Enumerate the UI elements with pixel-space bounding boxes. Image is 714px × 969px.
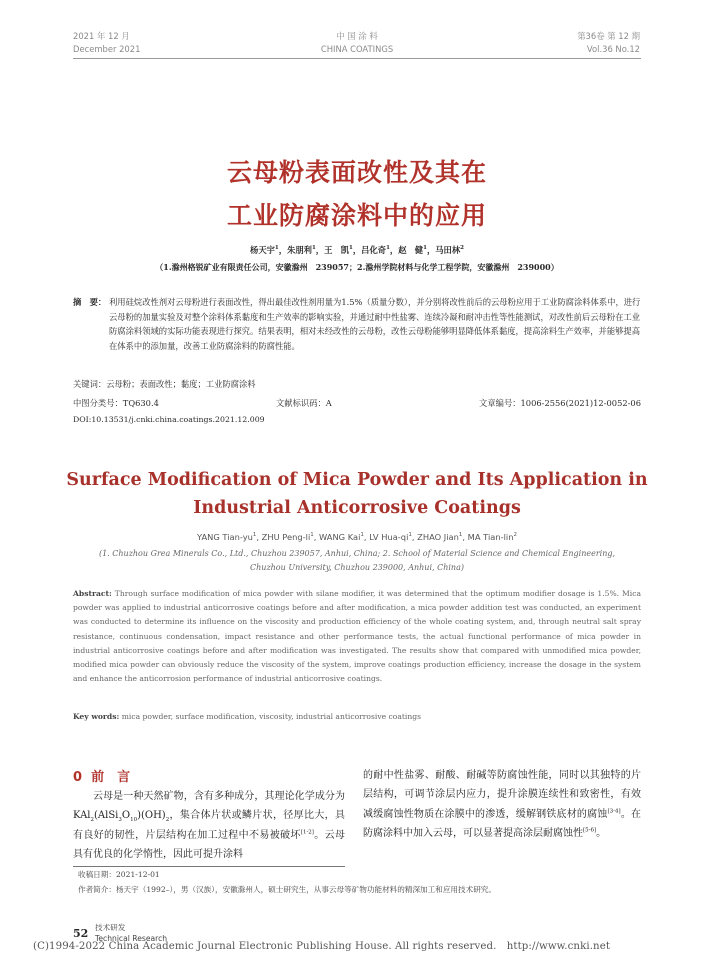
author-name-en: WANG Kai — [319, 532, 361, 542]
header-date-en: December 2021 — [73, 44, 141, 54]
title-cn-line2: 工业防腐涂料中的应用 — [226, 201, 487, 230]
author-affil-mark: 1 — [310, 532, 314, 539]
title-en-line2: Industrial Anticorrosive Coatings — [193, 498, 521, 518]
section-number: 0 — [73, 770, 83, 785]
header-volume-cn: 第36卷 第 12 期 — [577, 31, 640, 41]
author-name: 朱朋利 — [287, 245, 312, 255]
body-text: 。在防腐涂料中加入云母，可以显著提高涂层耐腐蚀性 — [363, 808, 642, 839]
body-text: ，集合体片状或鳞片状，径厚比大，具有良好的韧性，片层结构在加工过程中不易被破坏 — [73, 810, 345, 841]
title-cn-line1: 云母粉表面改性及其在 — [226, 158, 487, 187]
citation-ref: [5-6] — [583, 827, 597, 834]
document-code: 文献标识码：A — [276, 398, 332, 408]
abstract-en-label: Abstract: — [73, 589, 112, 598]
authors-en: YANG Tian-$yu^1$, ZHU Peng-$li^1$, WANG Kai$^1$, LV Hua-$qi^1$, ZHAO Jian$^1$, MA Tian-lin$^2$ — [197, 532, 517, 542]
author-name-en: ZHAO Jian — [417, 532, 459, 542]
section-tag-cn: 技术研发 — [95, 923, 126, 932]
formula-subscript: 3 — [118, 817, 122, 824]
affiliation-en-line2: Chuzhou University, Chuzhou 239000, Anhui, China) — [250, 563, 464, 572]
journal-name-en: CHINA COATINGS — [320, 44, 394, 54]
author-affil-mark: 2 — [513, 532, 517, 539]
page-number: 52 — [73, 927, 89, 940]
body-text: )(OH) — [137, 810, 166, 822]
abstract-en-text: Through surface modification of mica powder with silane modifier, it was determined that the optimum modifier dosage is 1.5%. Mica powder was applied to industrial anticorrosive coatings before and after modification, a mica powder addition test was conducted, an experiment was conducted to determine its influence on the viscosity and production efficiency of the whole coating system, and, through neutral salt spray resistance, continuous condensation, impact resistance and other performance tests, the actual functional performance of mica powder in industrial anticorrosive coatings before and after modification was investigated. The results show that compared with unmodified mica powder, modified mica powder can obviously reduce the viscosity of the system, improve coatings production efficiency, increase the dosage in the system and enhance the anticorrosion performance of industrial anticorrosive coatings. — [73, 589, 642, 684]
journal-name-cn: 中 国 涂 料 — [336, 31, 378, 41]
author-name: 赵 健 — [398, 245, 424, 255]
abstract-cn-label: 摘 要： — [73, 297, 107, 307]
body-right-column — [363, 766, 641, 843]
author-affil-mark: 1 — [423, 245, 427, 252]
citation-ref: [1-2] — [300, 829, 314, 836]
author-name: 吕化奇 — [361, 245, 387, 255]
header-right — [577, 30, 640, 56]
body-text: 云母是一种天然矿物，含有多种成分，其理论化学成分为KAl — [73, 791, 345, 822]
section-title: 前 言 — [91, 770, 131, 785]
keywords-cn-label: 关键词： — [73, 379, 107, 389]
title-en-line1: Surface Modification of Mica Powder and Its Application in — [66, 470, 648, 490]
keywords-cn-text: 云母粉；表面改性；黏度；工业防腐涂料 — [106, 379, 256, 389]
citation-ref: [3-4] — [607, 808, 621, 815]
section-heading — [73, 766, 130, 785]
affiliation-cn: （1.滁州格锐矿业有限责任公司，安徽滁州 239057；2.滁州学院材料与化学工程学院，安徽滁州 239000） — [155, 262, 559, 272]
keywords-cn — [73, 378, 256, 390]
author-affil-mark: 1 — [408, 532, 412, 539]
received-date: 收稿日期：2021-12-01 — [78, 870, 160, 879]
author-name-en: MA Tian-lin — [467, 532, 514, 542]
clc-number: 中图分类号：TQ630.4 — [73, 398, 159, 408]
body-text: 。云母具有优良的化学惰性，因此可提升涂料 — [73, 829, 346, 860]
body-text: O — [121, 810, 131, 822]
formula-subscript: 10 — [130, 817, 138, 824]
author-affil-mark: 1 — [386, 245, 390, 252]
author-name: 王 凯 — [324, 245, 350, 255]
body-text: 。 — [596, 827, 607, 839]
author-affil-mark: 1 — [458, 532, 463, 539]
author-affil-mark: 1 — [311, 245, 316, 252]
affiliation-en-line1: (1. Chuzhou Grea Minerals Co., Ltd., Chuzhou 239057, Anhui, China; 2. School of Material Science and Chemical Engineering, — [98, 549, 616, 558]
body-text: (AlSi — [94, 810, 119, 822]
author-name-en: LV Hua-qi — [369, 532, 409, 542]
body-left-column — [73, 787, 345, 864]
keywords-en-label: Key words: — [73, 712, 120, 721]
authors-cn: 杨天宇$^1$，朱朋利$^1$，王 凯$^1$，吕化奇$^1$，赵 健$^1$，马田林$^2$ — [250, 245, 464, 255]
keywords-en — [73, 710, 641, 724]
header-date-cn: 2021 年 12 月 — [73, 31, 130, 41]
abstract-en — [73, 587, 641, 686]
formula-subscript: 2 — [90, 817, 94, 824]
article-number: 文章编号：1006-2556(2021)12-0052-06 — [479, 398, 641, 408]
copyright-notice: (C)1994-2022 China Academic Journal Electronic Publishing House. All rights reserved. http://www.cnki.net — [33, 941, 611, 952]
author-affil-mark: 1 — [274, 245, 279, 252]
author-name-en: YANG Tian-yu — [197, 532, 253, 542]
author-name: 杨天宇 — [250, 245, 275, 255]
author-affil-mark: 1 — [360, 532, 364, 539]
keywords-en-text: mica powder, surface modification, viscosity, industrial anticorrosive coatings — [121, 712, 421, 721]
author-name: 马田林 — [435, 245, 461, 255]
abstract-cn — [73, 295, 641, 353]
author-name-en: ZHU Peng-li — [261, 532, 311, 542]
author-affil-mark: 1 — [349, 245, 353, 252]
formula-subscript: 2 — [165, 817, 170, 824]
body-text: 的耐中性盐雾、耐酸、耐碱等防腐蚀性能，同时以其独特的片层结构，可调节涂层内应力，提升涂膜连续性和致密性，有效减缓腐蚀性物质在涂膜中的渗透，缓解钢铁底材的腐蚀 — [363, 770, 641, 820]
header-volume-en: Vol.36 No.12 — [586, 44, 640, 54]
author-affil-mark: 2 — [460, 245, 464, 252]
doi: DOI:10.13531/j.cnki.china.coatings.2021.12.009 — [73, 415, 265, 424]
author-affil-mark: 1 — [252, 532, 257, 539]
footnote-rule — [73, 866, 345, 867]
section-tag-en: Technical Research — [95, 934, 168, 943]
author-bio: 作者简介：杨天宇（1992–），男（汉族），安徽滁州人，硕士研究生，从事云母等矿物功能材料的精深加工和应用技术研究。 — [78, 885, 496, 894]
abstract-cn-text: 利用硅烷改性剂对云母粉进行表面改性，得出最佳改性剂用量为1.5%（质量分数），并分别将改性前后的云母粉应用于工业防腐涂料体系中，进行云母粉的加量实验及对整个涂料体系黏度和生产效率的影响实验，并通过耐中性盐雾、连续冷凝和耐冲击性等性能测试，对改性前后云母粉在工业防腐涂料领域的实际功能表现进行探究。结果表明，相对未经改性的云母粉，改性云母粉能够明显降低体系黏度，提高涂料生产效率，并能够提高在体系中的添加量，改善工业防腐涂料的防腐性能。 — [109, 297, 641, 351]
header-rule — [73, 58, 641, 59]
